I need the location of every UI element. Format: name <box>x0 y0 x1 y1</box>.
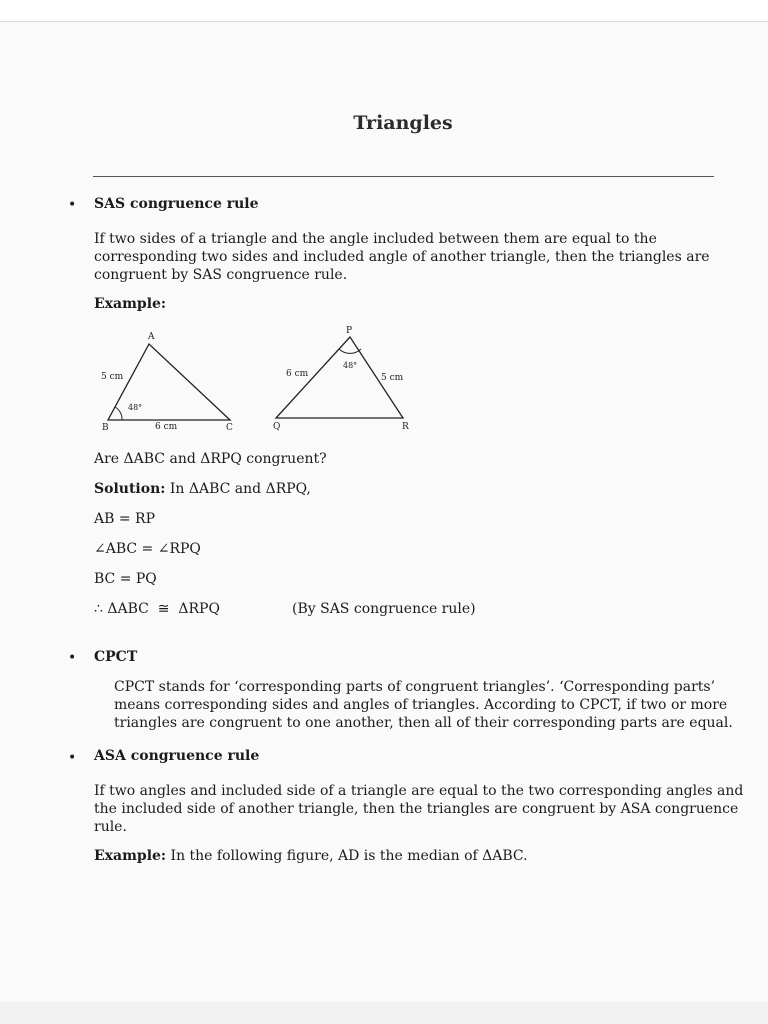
asa-example-label: Example: <box>94 848 167 864</box>
solution-text: In ΔABC and ΔRPQ, <box>169 481 311 497</box>
vertex-b-label: B <box>102 423 109 433</box>
side-pr-label: 5 cm <box>381 373 404 383</box>
triangle-abc <box>108 344 230 420</box>
title-divider <box>93 176 714 177</box>
side-ab-label: 5 cm <box>101 372 124 382</box>
bullet-asa: • <box>68 750 77 766</box>
conclusion: ∴ ΔABC ≅ ΔRPQ <box>94 601 220 617</box>
side-pq-label: 6 cm <box>286 369 309 379</box>
asa-heading: ASA congruence rule <box>94 748 260 764</box>
asa-example-text: In the following figure, AD is the median of ΔABC. <box>170 848 528 864</box>
vertex-r-label: R <box>402 422 409 432</box>
triangles-figure <box>90 322 420 434</box>
bullet-cpct: • <box>68 650 77 666</box>
cpct-para-line-1: CPCT stands for ‘corresponding parts of congruent triangles’. ‘Corresponding parts’ <box>114 679 716 695</box>
vertex-q-label: Q <box>273 422 281 432</box>
sas-para-line-3: congruent by SAS congruence rule. <box>94 267 348 283</box>
top-toolbar <box>0 0 768 22</box>
sas-example-label: Example: <box>94 296 167 312</box>
bullet-sas: • <box>68 197 77 213</box>
cpct-para-line-3: triangles are congruent to one another, then all of their corresponding parts are equal. <box>114 715 733 731</box>
conclusion-reason: (By SAS congruence rule) <box>292 601 476 617</box>
angle-b-label: 48° <box>128 403 143 412</box>
vertex-p-label: P <box>346 326 353 336</box>
cpct-heading: CPCT <box>94 649 138 665</box>
asa-para-line-3: rule. <box>94 819 127 835</box>
asa-para-line-1: If two angles and included side of a triangle are equal to the two corresponding angles and <box>94 783 744 799</box>
asa-para-line-2: the included side of another triangle, then the triangles are congruent by ASA congruence <box>94 801 739 817</box>
page-bottom-strip <box>0 1002 768 1024</box>
step-2: ∠ABC = ∠RPQ <box>94 541 201 557</box>
sas-para-line-2: corresponding two sides and included angle of another triangle, then the triangles are <box>94 249 710 265</box>
vertex-a-label: A <box>148 332 155 342</box>
sas-heading: SAS congruence rule <box>94 196 259 212</box>
sas-para-line-1: If two sides of a triangle and the angle included between them are equal to the <box>94 231 657 247</box>
step-3: BC = PQ <box>94 571 157 587</box>
solution-label: Solution: <box>94 481 166 497</box>
vertex-c-label: C <box>226 423 233 433</box>
side-bc-label: 6 cm <box>155 422 178 432</box>
angle-b-arc <box>115 407 122 420</box>
asa-example-line <box>94 847 528 865</box>
step-1: AB = RP <box>94 511 155 527</box>
cpct-para-line-2: means corresponding sides and angles of triangles. According to CPCT, if two or more <box>114 697 728 713</box>
sas-solution-line <box>94 480 311 498</box>
angle-p-label: 48° <box>343 361 358 370</box>
sas-question: Are ΔABC and ΔRPQ congruent? <box>94 451 327 467</box>
page-title: Triangles <box>353 112 453 134</box>
